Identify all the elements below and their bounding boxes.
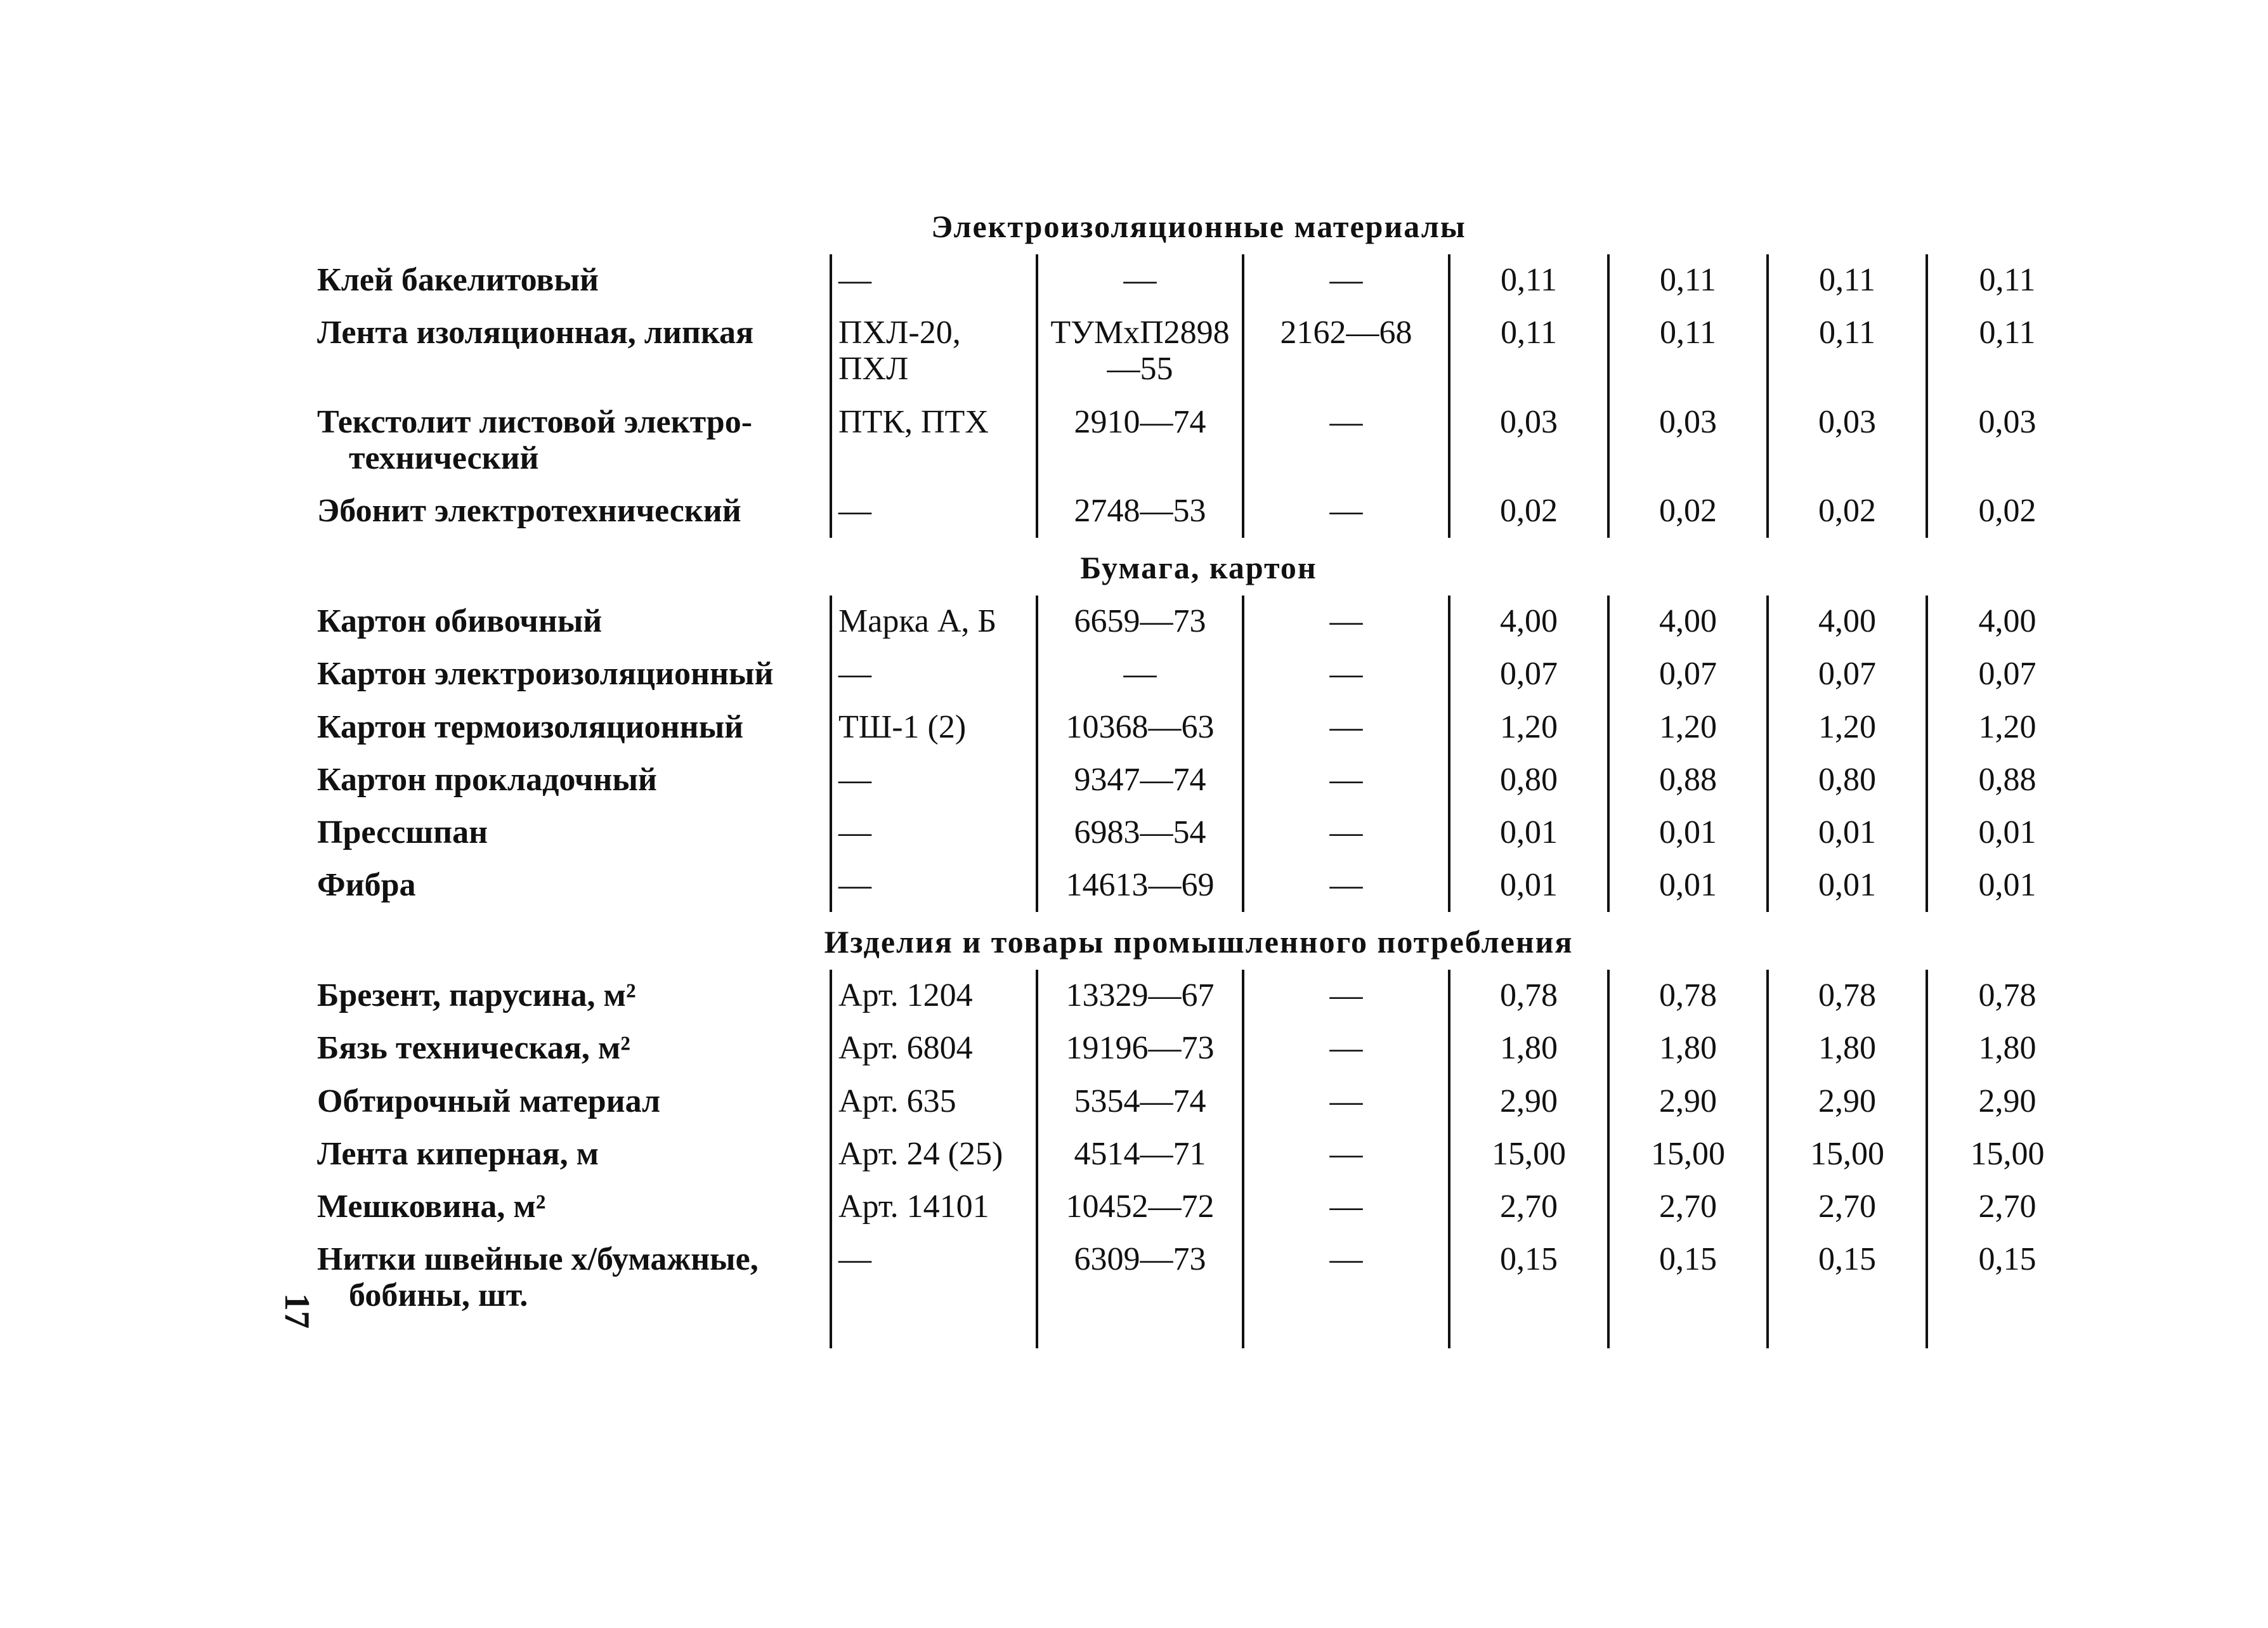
section-header-row — [311, 209, 2087, 254]
tail-cell — [1449, 1323, 1608, 1348]
table-row — [311, 701, 2087, 754]
norm-value-4: 1,80 — [1927, 1022, 2087, 1075]
grade-cell: — — [831, 1234, 1037, 1322]
gost-cell: ТУМхП2898 —55 — [1037, 307, 1243, 396]
norm-value-4: 0,88 — [1927, 754, 2087, 807]
material-name-cell — [311, 307, 831, 396]
norm-value-3: 0,11 — [1768, 307, 1927, 396]
table-row — [311, 807, 2087, 859]
table-row — [311, 859, 2087, 912]
norm-value-4: 0,02 — [1927, 485, 2087, 538]
grade-cell: — — [831, 648, 1037, 701]
table-row — [311, 648, 2087, 701]
norm-value-1: 0,11 — [1449, 254, 1608, 307]
grade-cell: Арт. 635 — [831, 1076, 1037, 1128]
norm-value-2: 0,01 — [1608, 807, 1768, 859]
norm-value-1: 1,80 — [1449, 1022, 1608, 1075]
norm-value-2: 1,20 — [1608, 701, 1768, 754]
gost-cell: — — [1037, 648, 1243, 701]
grade-cell: — — [831, 254, 1037, 307]
norm-value-1: 0,03 — [1449, 396, 1608, 485]
gost-cell: 2748—53 — [1037, 485, 1243, 538]
gost-cell: 10452—72 — [1037, 1181, 1243, 1234]
grade-cell: — — [831, 859, 1037, 912]
table-row — [311, 970, 2087, 1022]
table-row — [311, 485, 2087, 538]
material-name-cell — [311, 859, 831, 912]
table-row — [311, 1181, 2087, 1234]
material-name-cell — [311, 1128, 831, 1181]
norm-value-3: 0,07 — [1768, 648, 1927, 701]
gost-cell: 13329—67 — [1037, 970, 1243, 1022]
document-page — [311, 209, 2087, 1348]
table-row — [311, 1128, 2087, 1181]
norm-value-2: 0,88 — [1608, 754, 1768, 807]
norm-value-1: 0,78 — [1449, 970, 1608, 1022]
norm-value-4: 2,70 — [1927, 1181, 2087, 1234]
material-name: Картон прокладочный — [317, 761, 657, 798]
material-name-continuation: технический — [349, 440, 539, 476]
grade-cell: ПТК, ПТХ — [831, 396, 1037, 485]
norm-value-1: 0,07 — [1449, 648, 1608, 701]
material-name: Лента изоляционная, липкая — [317, 315, 754, 351]
tail-cell — [1608, 1323, 1768, 1348]
gost-cell: 5354—74 — [1037, 1076, 1243, 1128]
tail-cell — [1243, 1323, 1449, 1348]
norm-value-4: 1,20 — [1927, 701, 2087, 754]
norm-value-2: 0,15 — [1608, 1234, 1768, 1322]
material-name: Клей бакелитовый — [317, 262, 599, 298]
norm-value-2: 2,70 — [1608, 1181, 1768, 1234]
material-name-cell — [311, 648, 831, 701]
ost-cell: — — [1243, 754, 1449, 807]
material-name: Картон электроизоляционный — [317, 656, 774, 693]
norm-value-4: 0,11 — [1927, 254, 2087, 307]
norm-value-1: 15,00 — [1449, 1128, 1608, 1181]
section-header-row — [311, 538, 2087, 596]
tail-cell — [831, 1323, 1037, 1348]
materials-table-body — [311, 209, 2087, 1348]
material-name-cell — [311, 754, 831, 807]
ost-cell: — — [1243, 1234, 1449, 1322]
material-name: Картон обивочный — [317, 603, 603, 640]
gost-cell: — — [1037, 254, 1243, 307]
gost-cell: 6659—73 — [1037, 596, 1243, 648]
norm-value-1: 0,80 — [1449, 754, 1608, 807]
norm-value-4: 0,78 — [1927, 970, 2087, 1022]
ost-cell: — — [1243, 807, 1449, 859]
norm-value-1: 0,15 — [1449, 1234, 1608, 1322]
norm-value-2: 2,90 — [1608, 1076, 1768, 1128]
table-row — [311, 396, 2087, 485]
norm-value-3: 0,03 — [1768, 396, 1927, 485]
norm-value-3: 0,11 — [1768, 254, 1927, 307]
grade-cell: — — [831, 807, 1037, 859]
grade-cell: Марка А, Б — [831, 596, 1037, 648]
tail-cell — [1037, 1323, 1243, 1348]
norm-value-4: 0,11 — [1927, 307, 2087, 396]
norm-value-3: 4,00 — [1768, 596, 1927, 648]
norm-value-3: 1,20 — [1768, 701, 1927, 754]
ost-cell: — — [1243, 485, 1449, 538]
norm-value-3: 15,00 — [1768, 1128, 1927, 1181]
ost-cell: — — [1243, 1076, 1449, 1128]
norm-value-1: 0,01 — [1449, 807, 1608, 859]
ost-cell: — — [1243, 859, 1449, 912]
norm-value-4: 15,00 — [1927, 1128, 2087, 1181]
norm-value-1: 0,11 — [1449, 307, 1608, 396]
material-name-continuation: бобины, шт. — [349, 1277, 528, 1314]
ost-cell: — — [1243, 701, 1449, 754]
norm-value-2: 0,01 — [1608, 859, 1768, 912]
materials-table — [311, 209, 2087, 1348]
norm-value-3: 2,90 — [1768, 1076, 1927, 1128]
material-name-cell — [311, 1076, 831, 1128]
table-row — [311, 596, 2087, 648]
table-row — [311, 1234, 2087, 1322]
grade-cell: — — [831, 485, 1037, 538]
norm-value-2: 0,02 — [1608, 485, 1768, 538]
grade-cell: Арт. 14101 — [831, 1181, 1037, 1234]
norm-value-3: 0,80 — [1768, 754, 1927, 807]
gost-cell: 2910—74 — [1037, 396, 1243, 485]
material-name-cell — [311, 970, 831, 1022]
material-name: Брезент, парусина, м² — [317, 977, 636, 1014]
material-name-cell — [311, 396, 831, 485]
norm-value-1: 2,70 — [1449, 1181, 1608, 1234]
norm-value-2: 0,07 — [1608, 648, 1768, 701]
material-name: Нитки швейные х/бумажные, — [317, 1241, 759, 1278]
norm-value-4: 0,01 — [1927, 859, 2087, 912]
grade-cell: ТШ-1 (2) — [831, 701, 1037, 754]
norm-value-1: 2,90 — [1449, 1076, 1608, 1128]
norm-value-1: 0,02 — [1449, 485, 1608, 538]
norm-value-4: 4,00 — [1927, 596, 2087, 648]
norm-value-4: 0,15 — [1927, 1234, 2087, 1322]
material-name-cell — [311, 254, 831, 307]
ost-cell: — — [1243, 596, 1449, 648]
gost-cell: 4514—71 — [1037, 1128, 1243, 1181]
norm-value-3: 2,70 — [1768, 1181, 1927, 1234]
gost-cell: 6309—73 — [1037, 1234, 1243, 1322]
material-name: Лента киперная, м — [317, 1135, 599, 1172]
section-title: Электроизоляционные материалы — [931, 209, 1466, 244]
norm-value-2: 0,78 — [1608, 970, 1768, 1022]
section-title: Бумага, картон — [1080, 550, 1317, 586]
norm-value-3: 0,78 — [1768, 970, 1927, 1022]
tail-cell — [1768, 1323, 1927, 1348]
norm-value-2: 0,11 — [1608, 307, 1768, 396]
norm-value-1: 0,01 — [1449, 859, 1608, 912]
gost-cell: 10368—63 — [1037, 701, 1243, 754]
ost-cell: — — [1243, 970, 1449, 1022]
material-name-cell — [311, 701, 831, 754]
material-name: Мешковина, м² — [317, 1188, 546, 1225]
ost-cell: — — [1243, 1181, 1449, 1234]
material-name-cell — [311, 485, 831, 538]
norm-value-4: 0,07 — [1927, 648, 2087, 701]
norm-value-2: 0,03 — [1608, 396, 1768, 485]
table-row — [311, 254, 2087, 307]
norm-value-3: 1,80 — [1768, 1022, 1927, 1075]
norm-value-3: 0,02 — [1768, 485, 1927, 538]
material-name-cell — [311, 596, 831, 648]
gost-cell: 14613—69 — [1037, 859, 1243, 912]
norm-value-2: 4,00 — [1608, 596, 1768, 648]
table-tail-row — [311, 1323, 2087, 1348]
grade-cell: — — [831, 754, 1037, 807]
grade-cell: Арт. 24 (25) — [831, 1128, 1037, 1181]
ost-cell: — — [1243, 648, 1449, 701]
section-title: Изделия и товары промышленного потребления — [824, 924, 1574, 960]
norm-value-4: 2,90 — [1927, 1076, 2087, 1128]
norm-value-2: 0,11 — [1608, 254, 1768, 307]
material-name-cell — [311, 1234, 831, 1322]
material-name: Бязь техническая, м² — [317, 1030, 630, 1067]
gost-cell: 19196—73 — [1037, 1022, 1243, 1075]
material-name: Фибра — [317, 867, 416, 904]
table-row — [311, 307, 2087, 396]
norm-value-2: 1,80 — [1608, 1022, 1768, 1075]
ost-cell: — — [1243, 396, 1449, 485]
grade-cell: Арт. 6804 — [831, 1022, 1037, 1075]
norm-value-3: 0,15 — [1768, 1234, 1927, 1322]
material-name: Эбонит электротехнический — [317, 492, 741, 529]
grade-cell: Арт. 1204 — [831, 970, 1037, 1022]
material-name-cell — [311, 1022, 831, 1075]
material-name: Картон термоизоляционный — [317, 708, 744, 745]
ost-cell: — — [1243, 1022, 1449, 1075]
ost-cell: — — [1243, 1128, 1449, 1181]
material-name: Текстолит листовой электро- — [317, 403, 753, 440]
grade-cell: ПХЛ-20, ПХЛ — [831, 307, 1037, 396]
table-row — [311, 1076, 2087, 1128]
material-name: Прессшпан — [317, 814, 488, 850]
norm-value-2: 15,00 — [1608, 1128, 1768, 1181]
norm-value-1: 4,00 — [1449, 596, 1608, 648]
norm-value-3: 0,01 — [1768, 859, 1927, 912]
norm-value-4: 0,01 — [1927, 807, 2087, 859]
tail-cell — [1927, 1323, 2087, 1348]
gost-cell: 9347—74 — [1037, 754, 1243, 807]
material-name-cell — [311, 807, 831, 859]
page-number: 17 — [277, 1293, 316, 1329]
norm-value-1: 1,20 — [1449, 701, 1608, 754]
gost-cell: 6983—54 — [1037, 807, 1243, 859]
material-name-cell — [311, 1181, 831, 1234]
tail-cell — [311, 1323, 831, 1348]
table-row — [311, 754, 2087, 807]
section-header-row — [311, 912, 2087, 970]
material-name: Обтирочный материал — [317, 1083, 661, 1119]
table-row — [311, 1022, 2087, 1075]
ost-cell: — — [1243, 254, 1449, 307]
norm-value-3: 0,01 — [1768, 807, 1927, 859]
ost-cell: 2162—68 — [1243, 307, 1449, 396]
norm-value-4: 0,03 — [1927, 396, 2087, 485]
